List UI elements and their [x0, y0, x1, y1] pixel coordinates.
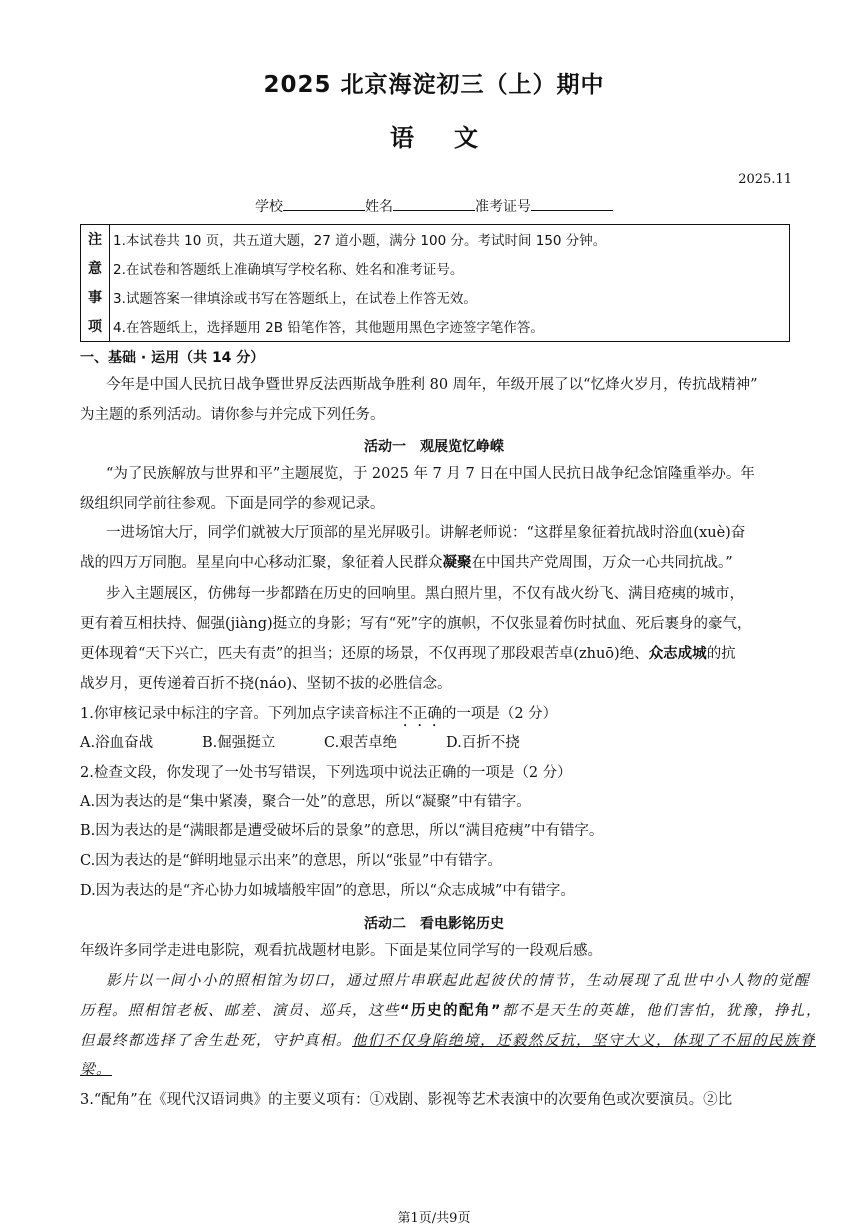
bold-term: 凝聚	[442, 555, 472, 571]
notice-head-char: 意	[88, 261, 102, 277]
exam-title: 2025 北京海淀初三（上）期中	[263, 72, 605, 98]
activity1-title: 活动一 观展览忆峥嵘	[364, 439, 504, 455]
question-2: 2.检查文段，你发现了一处书写错误，下列选项中说法正确的一项是（2 分）	[80, 765, 572, 781]
subject-title: 语文	[390, 124, 518, 152]
text-run: 1.你审核记录中标注的字音。下列加点字读音标注	[80, 706, 399, 722]
a1-paragraph: 步入主题展区，仿佛每一步都踏在历史的回响里。黑白照片里，不仅有战火纷飞、满目疮痍的城市，	[106, 586, 744, 602]
notice-head-char: 项	[88, 319, 102, 335]
school-label: 学校	[255, 199, 283, 215]
id-label: 准考证号	[475, 199, 531, 215]
text-run: 战的四万万同胞。星星向中心移动汇聚，象征着人民群众	[80, 555, 443, 571]
emphasis-text: 不正确	[398, 706, 442, 722]
a2-paragraph: 影片以一间小小的照相馆为切口，通过照片串联起此起彼伏的情节，生动展现了乱世中小人物的觉醒	[106, 973, 810, 989]
a1-paragraph: 更有着互相扶持、倔强(jiàng)挺立的身影；写有“死”字的旗帜，不仅张显着伤时拭血、死后裹身的豪气，	[80, 616, 752, 632]
bold-term: 众志成城	[648, 646, 707, 662]
text-run: 在中国共产党周围，万众一心共同抗战。”	[471, 555, 733, 571]
notice-head-char: 注	[88, 232, 102, 248]
notice-item: 1.本试卷共 10 页，共五道大题，27 道小题，满分 100 分。考试时间 150 分钟。	[113, 233, 607, 249]
name-label: 姓名	[365, 199, 393, 215]
a2-paragraph	[80, 1027, 816, 1056]
a1-paragraph: 级组织同学前往参观。下面是同学的参观记录。	[80, 496, 385, 512]
q2-option: D.因为表达的是“齐心协力如城墙般牢固”的意思，所以“众志成城”中有错字。	[80, 883, 575, 899]
a2-intro: 年级许多同学走进电影院，观看抗战题材电影。下面是某位同学写的一段观后感。	[80, 943, 602, 959]
name-blank	[393, 198, 475, 211]
a2-paragraph	[80, 997, 822, 1026]
text-run: 更体现着“天下兴亡，匹夫有责”的担当；还原的场景，不仅再现了那段艰苦卓(zhuō)绝、	[80, 646, 649, 662]
question-1	[80, 700, 557, 730]
notice-box	[80, 224, 790, 342]
exam-date: 2025.11	[738, 172, 792, 187]
text-run: 历程。照相馆老板、邮差、演员、巡兵，这些	[80, 1003, 400, 1019]
a1-paragraph: “为了民族解放与世界和平”主题展览，于 2025 年 7 月 7 日在中国人民抗日战争纪念馆隆重举办。年	[106, 466, 755, 482]
q1-option: B.倔强挺立	[202, 735, 276, 751]
school-blank	[283, 198, 365, 211]
student-info-line	[0, 196, 868, 216]
notice-item: 3.试题答案一律填涂或书写在答题纸上，在试卷上作答无效。	[113, 291, 477, 307]
a1-paragraph	[80, 549, 733, 578]
notice-head-char: 事	[88, 290, 102, 306]
text-run: 但最终都选择了舍生赴死，守护真相。	[80, 1033, 352, 1049]
q1-option: C.艰苦卓绝	[324, 735, 398, 751]
text-run: 的一项是（2 分）	[441, 706, 558, 722]
q2-option: B.因为表达的是“满眼都是遭受破坏后的景象”的意思，所以“满目疮痍”中有错字。	[80, 823, 604, 839]
q1-option: D.百折不挠	[446, 735, 520, 751]
q2-option: C.因为表达的是“鲜明地显示出来”的意思，所以“张显”中有错字。	[80, 853, 502, 869]
a2-paragraph: 梁。	[80, 1062, 112, 1078]
activity2-title: 活动二 看电影铭历史	[364, 916, 504, 932]
id-blank	[531, 198, 613, 211]
a1-paragraph: 战岁月，更传递着百折不挠(náo)、坚韧不拔的必胜信念。	[80, 676, 452, 692]
intro-paragraph: 为主题的系列活动。请你参与并完成下列任务。	[80, 407, 385, 423]
text-run: 的抗	[706, 646, 736, 662]
notice-item: 2.在试卷和答题纸上准确填写学校名称、姓名和准考证号。	[113, 262, 464, 278]
a1-paragraph	[80, 640, 736, 669]
page-footer: 第1页/共9页	[397, 1211, 471, 1226]
section-heading: 一、基础 · 运用（共 14 分）	[80, 350, 265, 366]
a1-paragraph: 一进场馆大厅，同学们就被大厅顶部的星光屏吸引。讲解老师说：“这群星象征着抗战时浴血(xuè)奋	[106, 525, 746, 541]
intro-paragraph: 今年是中国人民抗日战争暨世界反法西斯战争胜利 80 周年，年级开展了以“忆烽火岁月，传抗战精神”	[106, 377, 758, 393]
text-run: 都不是天生的英雄，他们害怕，犹豫，挣扎，	[502, 1003, 823, 1019]
question-3: 3.“配角”在《现代汉语词典》的主要义项有：①戏剧、影视等艺术表演中的次要角色或次要演员。②比	[80, 1092, 733, 1108]
q1-option: A.浴血奋战	[80, 735, 154, 751]
notice-item: 4.在答题纸上，选择题用 2B 铅笔作答，其他题用黑色字迹签字笔作答。	[113, 320, 544, 336]
bold-term: “历史的配角”	[400, 1003, 503, 1019]
underlined-sentence: 他们不仅身陷绝境，还毅然反抗，坚守大义，体现了不屈的民族脊	[352, 1033, 816, 1049]
notice-head	[81, 225, 110, 341]
q2-option: A.因为表达的是“集中紧凑，聚合一处”的意思，所以“凝聚”中有错字。	[80, 794, 531, 810]
